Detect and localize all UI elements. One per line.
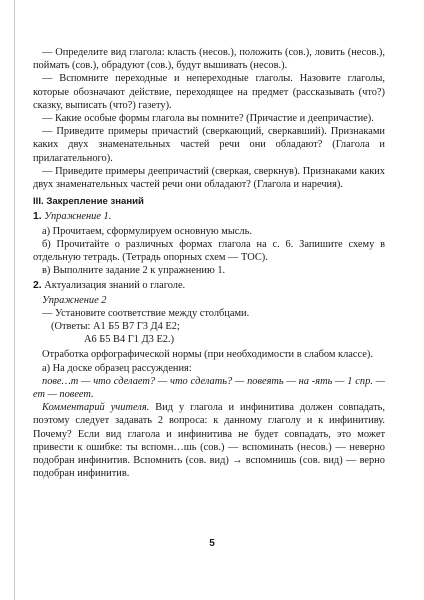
step-2-answers-1: (Ответы: А1 Б5 В7 Г3 Д4 Е2; <box>51 321 180 333</box>
step-1-title: Упражнение 1. <box>44 211 112 223</box>
paragraph-special-forms: — Какие особые формы глагола вы помните? (Причастие и деепричастие). <box>42 113 374 125</box>
paragraph-participles: — Приведите примеры причастий (сверкающий, сверкавший). Признаками каких двух знаменательных частей речи они обладают? (Глагола и прилагательного). <box>33 126 385 164</box>
step-1-item-a: а) Прочитаем, сформулируем основную мысль. <box>42 225 252 237</box>
teacher-comment-text: Вид у глагола и инфинитива должен совпадать, поэтому следует задавать 2 вопроса: к данному глаголу и к инфинитиву. Почему? Если вид глагола и инфинитива не будет совпадать, это может привести к ошибке: ты вспомн…шь (сов.) — вспоминать (несов.) — неверно подобран инфинитив. Вспомнить (сов. вид) → вспомнишь (сов. вид) — верно подобран инфинитив. <box>33 402 385 480</box>
paragraph-transitive-verbs: — Вспомните переходные и непереходные глаголы. Назовите глаголы, которые обозначают действие, переходящее на предмет (рассказывать (что?) сказку, выписать (что?) газету). <box>33 73 385 111</box>
paragraph-example: пове…т — что сделает? — что сделать? — повеять — на -ять — 1 спр. — ет — повеет. <box>33 375 385 401</box>
step-2 <box>33 279 385 292</box>
paragraph-orthography: Отработка орфографической нормы (при необходимости в слабом классе). <box>42 349 373 361</box>
step-1-item-b: б) Прочитайте о различных формах глагола на с. 6. Запишите схему в отдельную тетрадь. (Тетрадь опорных схем — ТОС). <box>33 238 385 264</box>
step-2-text: Актуализация знаний о глаголе. <box>44 280 186 292</box>
paragraph-teacher-comment <box>33 401 385 480</box>
step-2-title: Упражнение 2 <box>42 294 107 306</box>
step-2-number: 2. <box>33 280 42 292</box>
step-2-answers-2: А6 Б5 В4 Г1 Д3 Е2.) <box>84 334 175 346</box>
page-number: 5 <box>209 538 215 549</box>
paragraph-board-sample: а) На доске образец рассуждения: <box>42 362 192 374</box>
paragraph-verb-aspect: — Определите вид глагола: класть (несов.), положить (сов.), ловить (несов.), поймать (сов.), обрадуют (сов.), будут вышивать (несов.). <box>33 47 385 72</box>
step-1-number: 1. <box>33 211 42 223</box>
step-1 <box>33 210 385 223</box>
step-2-instruction: — Установите соответствие между столбцами. <box>42 307 250 319</box>
page-edge <box>14 0 15 600</box>
step-1-item-c: в) Выполните задание 2 к упражнению 1. <box>42 265 226 277</box>
paragraph-gerunds: — Приведите примеры деепричастий (сверкая, сверкнув). Признаками каких двух знаменательных частей речи они обладают? (Глагола и наречия). <box>33 165 385 191</box>
teacher-comment-label: Комментарий учителя. <box>42 402 150 414</box>
section-heading: III. Закрепление знаний <box>33 196 144 208</box>
page-body <box>33 46 385 481</box>
